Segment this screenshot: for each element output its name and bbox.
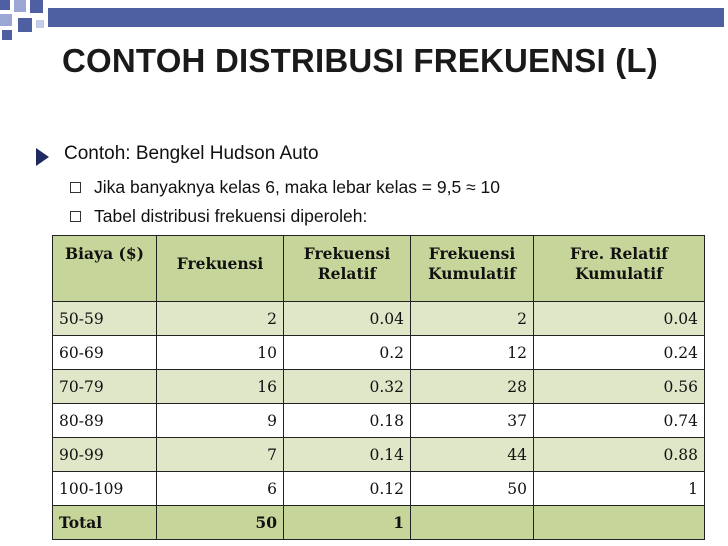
cell-kumulatif: 2 (411, 302, 534, 336)
cell-total-label: Total (53, 506, 157, 540)
cell-frekuensi: 10 (157, 336, 284, 370)
table-row (53, 438, 705, 472)
cell-total-relatif-kumulatif (534, 506, 705, 540)
cell-kumulatif: 50 (411, 472, 534, 506)
table-row (53, 336, 705, 370)
cell-relatif-kumulatif: 0.24 (534, 336, 705, 370)
table-row (53, 370, 705, 404)
cell-relatif: 0.18 (284, 404, 411, 438)
bullet-square-icon (70, 211, 81, 222)
cell-frekuensi: 6 (157, 472, 284, 506)
cell-total-relatif: 1 (284, 506, 411, 540)
table-header-row (53, 236, 705, 302)
slide-title: CONTOH DISTRIBUSI FREKUENSI (L) (62, 42, 658, 79)
cell-relatif: 0.32 (284, 370, 411, 404)
cell-frekuensi: 2 (157, 302, 284, 336)
cell-biaya: 70-79 (53, 370, 157, 404)
cell-frekuensi: 16 (157, 370, 284, 404)
cell-relatif-kumulatif: 0.56 (534, 370, 705, 404)
bullet-main: Contoh: Bengkel Hudson Auto (64, 143, 319, 164)
table-row (53, 472, 705, 506)
header-fre-relatif-kumulatif: Fre. Relatif Kumulatif (534, 236, 705, 302)
top-decoration-bar (48, 8, 724, 27)
cell-kumulatif: 12 (411, 336, 534, 370)
table-total-row (53, 506, 705, 540)
header-frekuensi: Frekuensi (157, 236, 284, 302)
cell-relatif: 0.12 (284, 472, 411, 506)
cell-relatif-kumulatif: 0.74 (534, 404, 705, 438)
bullet-triangle-icon (36, 148, 49, 166)
frequency-table (52, 235, 705, 540)
header-frekuensi-kumulatif: Frekuensi Kumulatif (411, 236, 534, 302)
cell-relatif-kumulatif: 0.04 (534, 302, 705, 336)
cell-biaya: 100-109 (53, 472, 157, 506)
cell-total-frekuensi: 50 (157, 506, 284, 540)
cell-frekuensi: 9 (157, 404, 284, 438)
header-biaya: Biaya ($) (53, 236, 157, 302)
cell-relatif: 0.14 (284, 438, 411, 472)
cell-biaya: 60-69 (53, 336, 157, 370)
cell-frekuensi: 7 (157, 438, 284, 472)
cell-relatif-kumulatif: 1 (534, 472, 705, 506)
cell-biaya: 50-59 (53, 302, 157, 336)
cell-relatif-kumulatif: 0.88 (534, 438, 705, 472)
cell-biaya: 90-99 (53, 438, 157, 472)
cell-kumulatif: 44 (411, 438, 534, 472)
cell-relatif: 0.04 (284, 302, 411, 336)
table-row (53, 404, 705, 438)
header-frekuensi-relatif: Frekuensi Relatif (284, 236, 411, 302)
cell-relatif: 0.2 (284, 336, 411, 370)
cell-total-kumulatif (411, 506, 534, 540)
cell-kumulatif: 28 (411, 370, 534, 404)
cell-kumulatif: 37 (411, 404, 534, 438)
bullet-square-icon (70, 182, 81, 193)
bullet-sub-1: Jika banyaknya kelas 6, maka lebar kelas = 9,5 ≈ 10 (94, 177, 501, 197)
bullet-sub-2: Tabel distribusi frekuensi diperoleh: (94, 206, 368, 226)
cell-biaya: 80-89 (53, 404, 157, 438)
table-row (53, 302, 705, 336)
